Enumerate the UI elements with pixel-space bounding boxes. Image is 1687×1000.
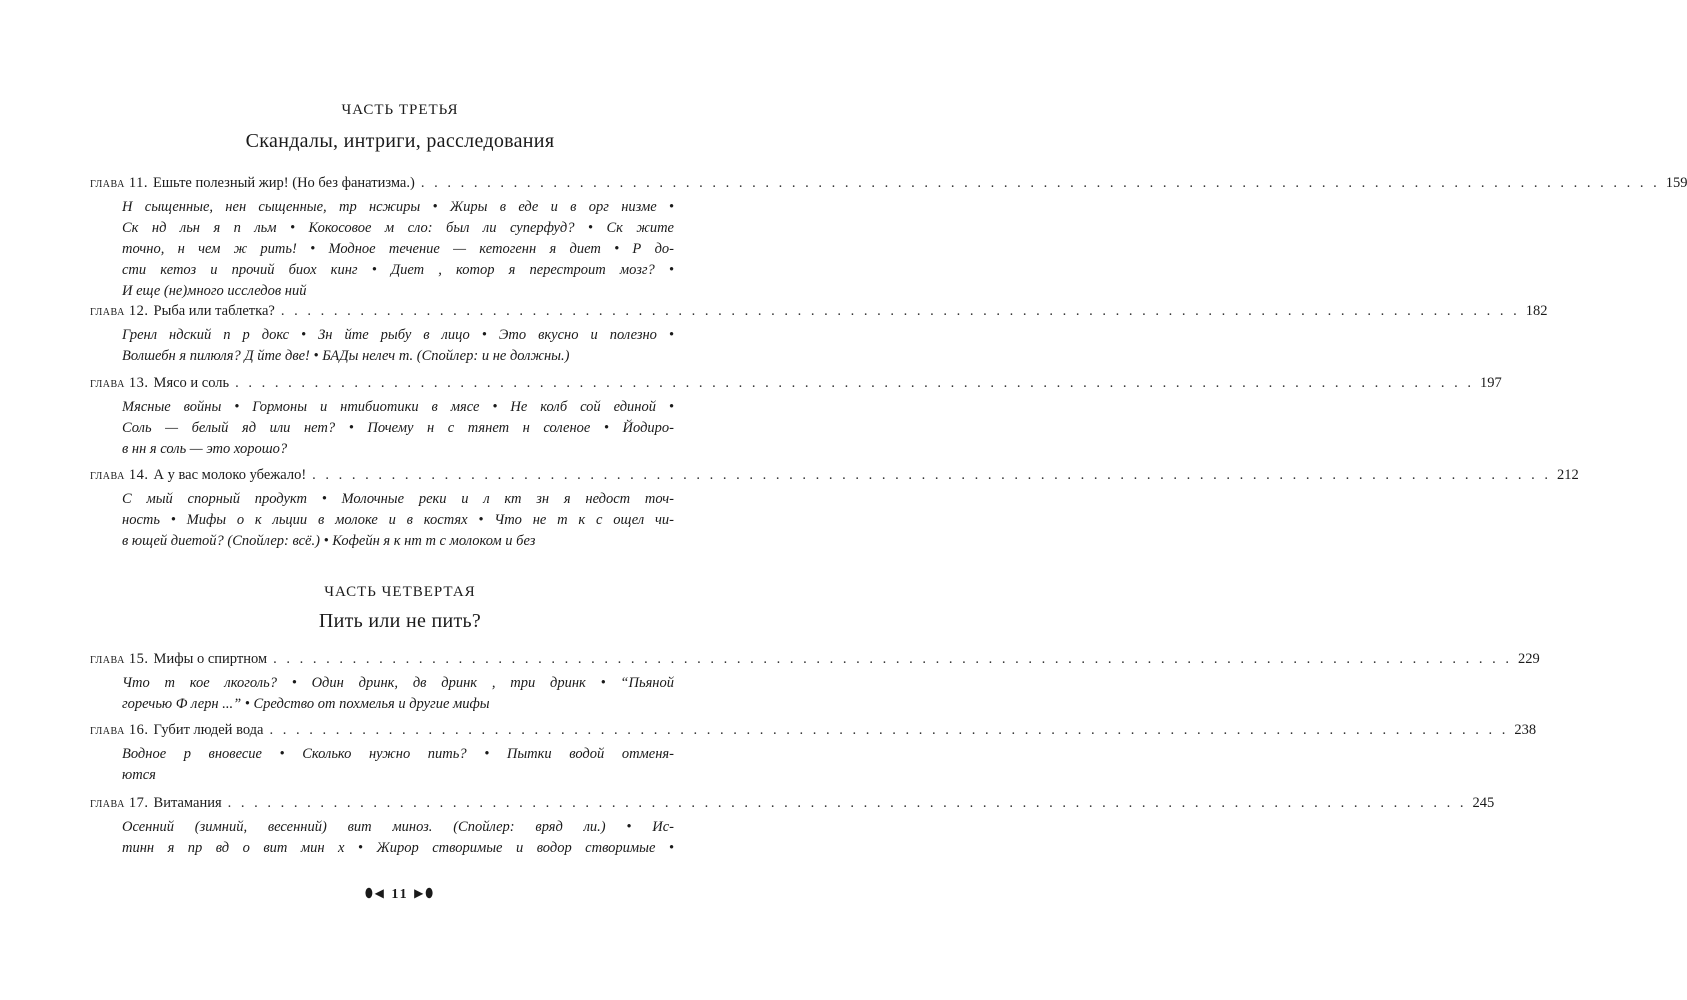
chapter-page-number: 238 bbox=[1514, 722, 1537, 738]
chapter-description bbox=[122, 817, 674, 859]
chapter-title: Ешьте полезный жир! (Но без фанатизма.) bbox=[153, 175, 415, 191]
chapter-number: глава 15. bbox=[90, 651, 149, 667]
description-line: Гренл ндский п р докс • Зн йте рыбу в лицо • Это вкусно и полезно • bbox=[122, 327, 674, 343]
chapter-title: Витамания bbox=[153, 795, 222, 811]
chapter-page-number: 159 bbox=[1665, 175, 1687, 191]
chapter-number: глава 17. bbox=[90, 795, 149, 811]
part-label: ЧАСТЬ ЧЕТВЕРТАЯ bbox=[324, 584, 476, 600]
chapter-heading bbox=[90, 375, 1502, 397]
chapter-page-number: 229 bbox=[1517, 651, 1540, 667]
description-line: Осенний (зимний, весенний) вит миноз. (Спойлер: вряд ли.) • Ис- bbox=[122, 819, 674, 835]
leader-dots: . . . . . . . . . . . . . . . . . . . . . . . . . . . . . . . . . . . . . . . . . . . . . . . . . . . . . . . . . . . . . . . . . . . . . . . . . . . . . . . . . . . . . . . . . . . . . . bbox=[273, 651, 1512, 667]
left-ornament-icon: ⬮◀ bbox=[365, 886, 386, 900]
leader-dots: . . . . . . . . . . . . . . . . . . . . . . . . . . . . . . . . . . . . . . . . . . . . . . . . . . . . . . . . . . . . . . . . . . . . . . . . . . . . . . . . . . . . . . . . . . . . . . bbox=[312, 467, 1552, 483]
part-title: Пить или не пить? bbox=[318, 610, 482, 632]
part-label: ЧАСТЬ ТРЕТЬЯ bbox=[341, 102, 459, 118]
chapter-page-number: 197 bbox=[1480, 375, 1502, 391]
description-line: Н сыщенные, нен сыщенные, тр нсжиры • Жиры в еде и в орг низме • bbox=[122, 199, 674, 215]
chapter-heading bbox=[90, 795, 1495, 817]
chapter-title: Мясо и соль bbox=[153, 375, 230, 391]
description-line: горечью Ф лерн ...” • Средство от похмелья и другие мифы bbox=[122, 696, 490, 712]
part-title: Скандалы, интриги, расследования bbox=[245, 130, 555, 152]
chapter-description bbox=[122, 744, 674, 786]
description-line: Что т кое лкоголь? • Один дринк, дв дринк , три дринк • “Пьяной bbox=[122, 675, 674, 691]
chapter-page-number: 212 bbox=[1557, 467, 1579, 483]
chapter-title: А у вас молоко убежало! bbox=[153, 467, 307, 483]
chapter-description bbox=[122, 197, 674, 302]
description-line: в ющей диетой? (Спойлер: всё.) • Кофейн я к нт т с молоком и без bbox=[122, 533, 536, 549]
chapter-number: глава 16. bbox=[90, 722, 149, 738]
chapter-page-number: 245 bbox=[1472, 795, 1495, 811]
leader-dots: . . . . . . . . . . . . . . . . . . . . . . . . . . . . . . . . . . . . . . . . . . . . . . . . . . . . . . . . . . . . . . . . . . . . . . . . . . . . . . . . . . . . . . . . . . . . . . bbox=[235, 375, 1475, 391]
chapter-number: глава 11. bbox=[90, 175, 149, 191]
description-line: сти кетоз и прочий биох кинг • Диет , котор я перестроит мозг? • bbox=[122, 262, 674, 278]
chapter-title: Мифы о спиртном bbox=[153, 651, 268, 667]
description-line: Мясные войны • Гормоны и нтибиотики в мясе • Не колб сой единой • bbox=[122, 399, 674, 415]
chapter-heading bbox=[90, 722, 1537, 744]
description-line: Водное р вновесие • Сколько нужно пить? • Пытки водой отменя- bbox=[122, 746, 674, 762]
chapter-heading bbox=[90, 651, 1540, 673]
description-line: И еще (не)много исследов ний bbox=[122, 283, 307, 299]
right-ornament-icon: ▶⬮ bbox=[414, 886, 435, 900]
chapter-description bbox=[122, 673, 674, 715]
chapter-description bbox=[122, 397, 674, 460]
leader-dots: . . . . . . . . . . . . . . . . . . . . . . . . . . . . . . . . . . . . . . . . . . . . . . . . . . . . . . . . . . . . . . . . . . . . . . . . . . . . . . . . . . . . . . . . . . . . . . bbox=[420, 175, 1660, 191]
folio-number: 11 bbox=[391, 887, 409, 902]
chapter-heading bbox=[90, 467, 1579, 489]
description-line: Ск нд льн я п льм • Кокосовое м сло: был ли суперфуд? • Ск жите bbox=[122, 220, 674, 236]
chapter-page-number: 182 bbox=[1525, 303, 1548, 319]
chapter-title: Рыба или таблетка? bbox=[153, 303, 275, 319]
description-line: Волшебн я пилюля? Д йте две! • БАДы нелеч т. (Спойлер: и не должны.) bbox=[122, 348, 570, 364]
description-line: тинн я пр вд о вит мин х • Жирор створимые и водор створимые • bbox=[122, 840, 674, 856]
description-line: ность • Мифы о к льции в молоке и в костях • Что не т к с ощел чи- bbox=[122, 512, 674, 528]
chapter-heading bbox=[90, 175, 1687, 197]
leader-dots: . . . . . . . . . . . . . . . . . . . . . . . . . . . . . . . . . . . . . . . . . . . . . . . . . . . . . . . . . . . . . . . . . . . . . . . . . . . . . . . . . . . . . . . . . . . . . . bbox=[280, 303, 1520, 319]
chapter-number: глава 13. bbox=[90, 375, 149, 391]
chapter-heading bbox=[90, 303, 1548, 325]
chapter-number: глава 12. bbox=[90, 303, 149, 319]
leader-dots: . . . . . . . . . . . . . . . . . . . . . . . . . . . . . . . . . . . . . . . . . . . . . . . . . . . . . . . . . . . . . . . . . . . . . . . . . . . . . . . . . . . . . . . . . . . . . . bbox=[269, 722, 1509, 738]
description-line: С мый спорный продукт • Молочные реки и л кт зн я недост точ- bbox=[122, 491, 674, 507]
description-line: в нн я соль — это хорошо? bbox=[122, 441, 288, 457]
description-line: Соль — белый яд или нет? • Почему н с тянет н соленое • Йодиро- bbox=[122, 420, 674, 436]
leader-dots: . . . . . . . . . . . . . . . . . . . . . . . . . . . . . . . . . . . . . . . . . . . . . . . . . . . . . . . . . . . . . . . . . . . . . . . . . . . . . . . . . . . . . . . . . . . . . . bbox=[227, 795, 1467, 811]
chapter-title: Губит людей вода bbox=[153, 722, 264, 738]
description-line: точно, н чем ж рить! • Модное течение — кетогенн я диет • Р до- bbox=[122, 241, 674, 257]
chapter-description bbox=[122, 325, 674, 367]
description-line: ются bbox=[122, 767, 156, 783]
chapter-number: глава 14. bbox=[90, 467, 149, 483]
page-number-footer bbox=[0, 886, 800, 903]
chapter-description bbox=[122, 489, 674, 552]
